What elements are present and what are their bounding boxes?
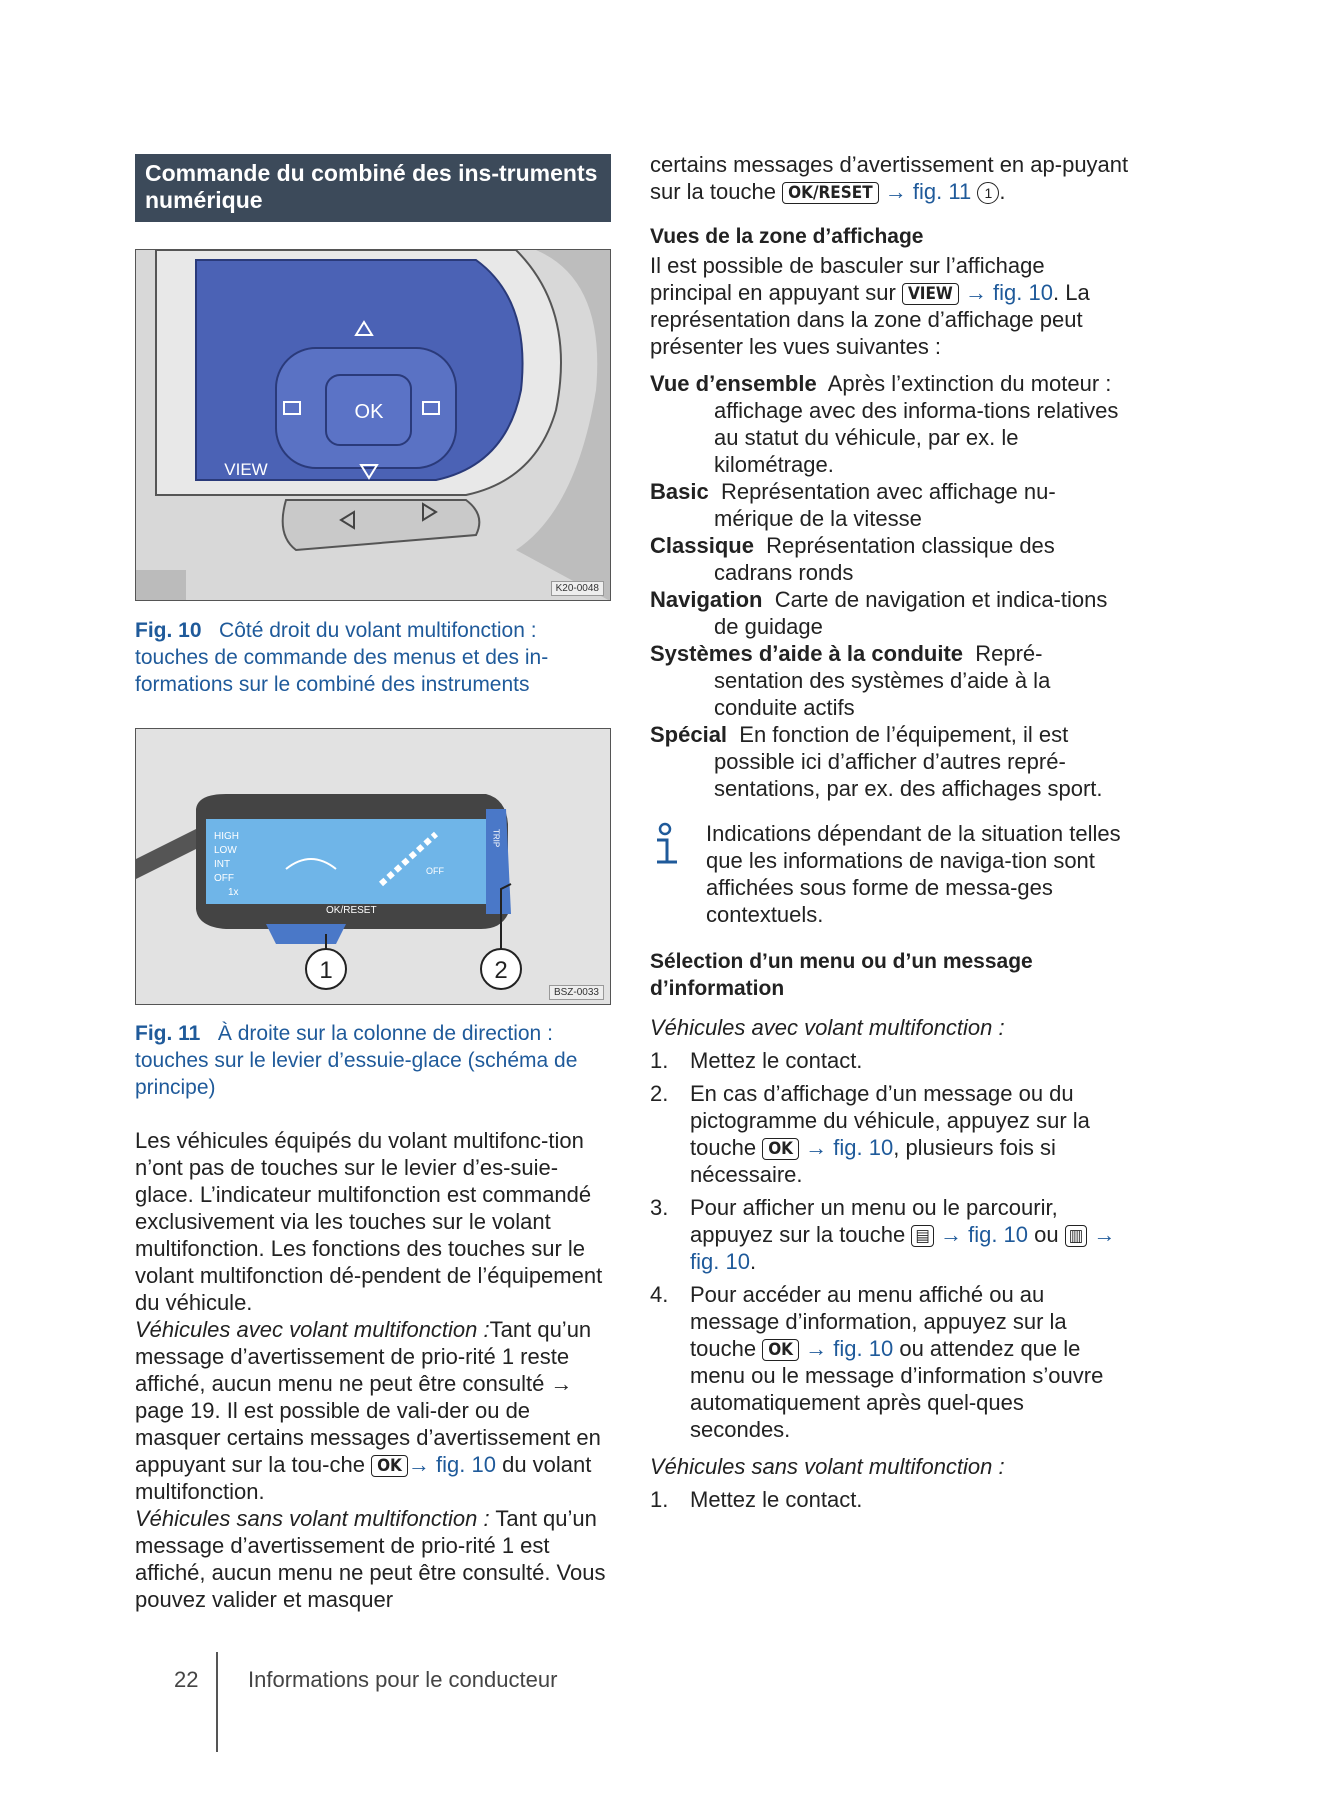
step-number: 1. (650, 1487, 669, 1512)
menu-left-key-icon: ▤ (911, 1225, 933, 1247)
figure-11-wiper-lever (135, 728, 611, 1005)
lever-off: OFF (214, 873, 234, 884)
view-definitions (650, 370, 1130, 802)
callout-1: 1 (319, 957, 333, 984)
lever-low: LOW (214, 845, 237, 856)
ok-key: OK (762, 1138, 799, 1160)
page-number: 22 (174, 1667, 199, 1692)
caption-text: À droite sur la colonne de direction : touches sur le levier d’essuie-glace (schéma de principe) (135, 1022, 578, 1099)
figure-10-steering-wheel (135, 249, 611, 601)
lever-off-2: OFF (426, 866, 444, 876)
ok-button-label: OK (354, 401, 384, 423)
heading-display-views: Vues de la zone d’affichage (650, 225, 924, 248)
caption-label: Fig. 11 (135, 1022, 201, 1045)
view-key: VIEW (902, 283, 959, 305)
def-term: Classique (650, 533, 754, 558)
wiper-lever-illustration (136, 729, 611, 1005)
section-title: Commande du combiné des ins-truments numérique (135, 154, 611, 222)
paragraph-2-italic: Véhicules avec volant multifonction : (135, 1317, 490, 1342)
step-text-end: . (749, 1249, 757, 1274)
callout-2: 2 (494, 957, 508, 984)
def-text: En fonction de l’équipement, il est possible ici d’afficher d’autres repré-sentations, par ex. des affichages sport. (714, 722, 1103, 801)
lever-1x: 1x (228, 887, 239, 898)
def-text: Après l’extinction du moteur : affichage avec des informa-tions relatives au statut du véhicule, par ex. le kilométrage. (714, 371, 1119, 477)
fig10-link[interactable]: → fig. 10 (407, 1452, 496, 1477)
paragraph-3-text: Tant qu’un message d’avertissement de prio-rité 1 est affiché, aucun menu ne peut être consulté. Vous pouvez valider et masquer (135, 1506, 606, 1612)
paragraph-2-end: du volant multifonction. (135, 1452, 592, 1504)
def-basic (650, 478, 1130, 532)
ok-key: OK (371, 1455, 408, 1477)
list-item (650, 1047, 1130, 1074)
fig11-link[interactable]: → fig. 11 (884, 179, 972, 204)
step-number: 3. (650, 1195, 669, 1220)
info-icon (650, 822, 680, 868)
def-navigation (650, 586, 1130, 640)
callout-circle-1: 1 (977, 182, 999, 204)
fig10-link[interactable]: → fig. 10 (939, 1222, 1029, 1247)
step-text: Pour afficher un menu ou le parcourir, appuyez sur la touche (690, 1195, 1058, 1247)
info-note (650, 820, 1130, 928)
caption-label: Fig. 10 (135, 619, 202, 642)
step-text-end: ou attendez que le menu ou le message d’information s’ouvre automatiquement après quel-ques secondes. (690, 1336, 1104, 1442)
footer-divider (216, 1652, 218, 1752)
lever-trip: TRIP (491, 829, 501, 848)
fig10-link[interactable]: → fig. 10 (805, 1336, 894, 1361)
footer-title: Informations pour le conducteur (248, 1667, 558, 1692)
step-text: Mettez le contact. (690, 1048, 863, 1073)
paragraph-2-text: Tant qu’un message d’avertissement de prio-rité 1 reste affiché, aucun menu ne peut être consulté → page 19. Il est possible de vali-der ou de masquer certains messages d’avertissement en appuyant sur la tou-che (135, 1317, 601, 1477)
sub-without-mfsw: Véhicules sans volant multifonction : (650, 1454, 1005, 1479)
view-button-label: VIEW (224, 460, 268, 479)
lever-high: HIGH (214, 831, 239, 842)
lever-int: INT (214, 859, 231, 870)
views-text-b: . La représentation dans la zone d’affichage peut présenter les vues suivantes : (650, 280, 1090, 359)
step-text: Pour accéder au menu affiché ou au message d’information, appuyez sur la touche (690, 1282, 1067, 1361)
list-item (650, 1080, 1130, 1188)
def-classic (650, 532, 1130, 586)
info-text: Indications dépendant de la situation telles que les informations de naviga-tion sont affichées sous forme de messa-ges contextuels. (706, 821, 1121, 927)
step-text: Mettez le contact. (690, 1487, 863, 1512)
menu-right-key-icon: ▥ (1065, 1225, 1087, 1247)
step-number: 1. (650, 1048, 669, 1073)
def-text: Représentation avec affichage nu-mérique de la vitesse (714, 479, 1056, 531)
ok-key: OK (762, 1339, 799, 1361)
def-overview (650, 370, 1130, 478)
step-text-end: , plusieurs fois si nécessaire. (690, 1135, 1056, 1187)
heading-select-menu: Sélection d’un menu ou d’un message d’information (650, 950, 1033, 1000)
def-term: Spécial (650, 722, 728, 747)
list-item (650, 1486, 1130, 1513)
def-special (650, 721, 1130, 802)
ok-reset-key: OK/RESET (782, 182, 879, 204)
paragraph-3-italic: Véhicules sans volant multifonction : (135, 1506, 490, 1531)
fig10-link[interactable]: → fig. 10 (805, 1135, 894, 1160)
paragraph-1: Les véhicules équipés du volant multifonc-tion n’ont pas de touches sur le levier d’es-suie-glace. L’indicateur multifonction est commandé exclusivement via les touches sur le volant multifonction. Les fonctions des touches sur le volant multifonction dé-pendent de l’équipement du véhicule. (135, 1128, 603, 1315)
intro-end: . (999, 179, 1006, 204)
steering-wheel-illustration (136, 250, 611, 601)
lever-ok-reset: OK/RESET (326, 905, 377, 916)
left-body (135, 1127, 611, 1613)
paragraph-2 (135, 1316, 611, 1505)
def-term: Basic (650, 479, 709, 504)
intro-paragraph (650, 151, 1130, 205)
list-item (650, 1281, 1130, 1443)
list-item (650, 1194, 1130, 1275)
def-term: Systèmes d’aide à la conduite (650, 641, 964, 666)
fig10-link[interactable]: → fig. 10 (964, 280, 1053, 305)
right-body (650, 151, 1130, 1519)
def-driver-assist (650, 640, 1130, 721)
views-paragraph (650, 252, 1130, 360)
paragraph-3 (135, 1505, 611, 1613)
intro-text: certains messages d’avertissement en ap-puyant sur la touche (650, 152, 1129, 204)
views-text-a: Il est possible de basculer sur l’affichage principal en appuyant sur (650, 253, 1045, 305)
caption-text: Côté droit du volant multifonction : touches de commande des menus et des in-formations sur le combiné des instruments (135, 619, 549, 696)
fig10-link[interactable]: → fig. 10 (690, 1222, 1116, 1274)
steps-without-mfsw (650, 1486, 1130, 1513)
step-text-mid: ou (1034, 1222, 1059, 1247)
def-text: Représentation classique des cadrans ronds (714, 533, 1055, 585)
step-number: 4. (650, 1282, 669, 1307)
def-term: Vue d’ensemble (650, 371, 817, 396)
figure-code: K20-0048 (551, 581, 604, 596)
step-number: 2. (650, 1081, 669, 1106)
step-text: En cas d’affichage d’un message ou du pictogramme du véhicule, appuyez sur la touche (690, 1081, 1090, 1160)
figure-11-caption (135, 1020, 611, 1101)
steps-with-mfsw (650, 1047, 1130, 1443)
def-term: Navigation (650, 587, 763, 612)
def-text: Repré-sentation des systèmes d’aide à la conduite actifs (714, 641, 1051, 720)
figure-code: BSZ-0033 (549, 985, 604, 1000)
sub-with-mfsw: Véhicules avec volant multifonction : (650, 1015, 1005, 1040)
def-text: Carte de navigation et indica-tions de guidage (714, 587, 1108, 639)
figure-10-caption (135, 617, 611, 698)
